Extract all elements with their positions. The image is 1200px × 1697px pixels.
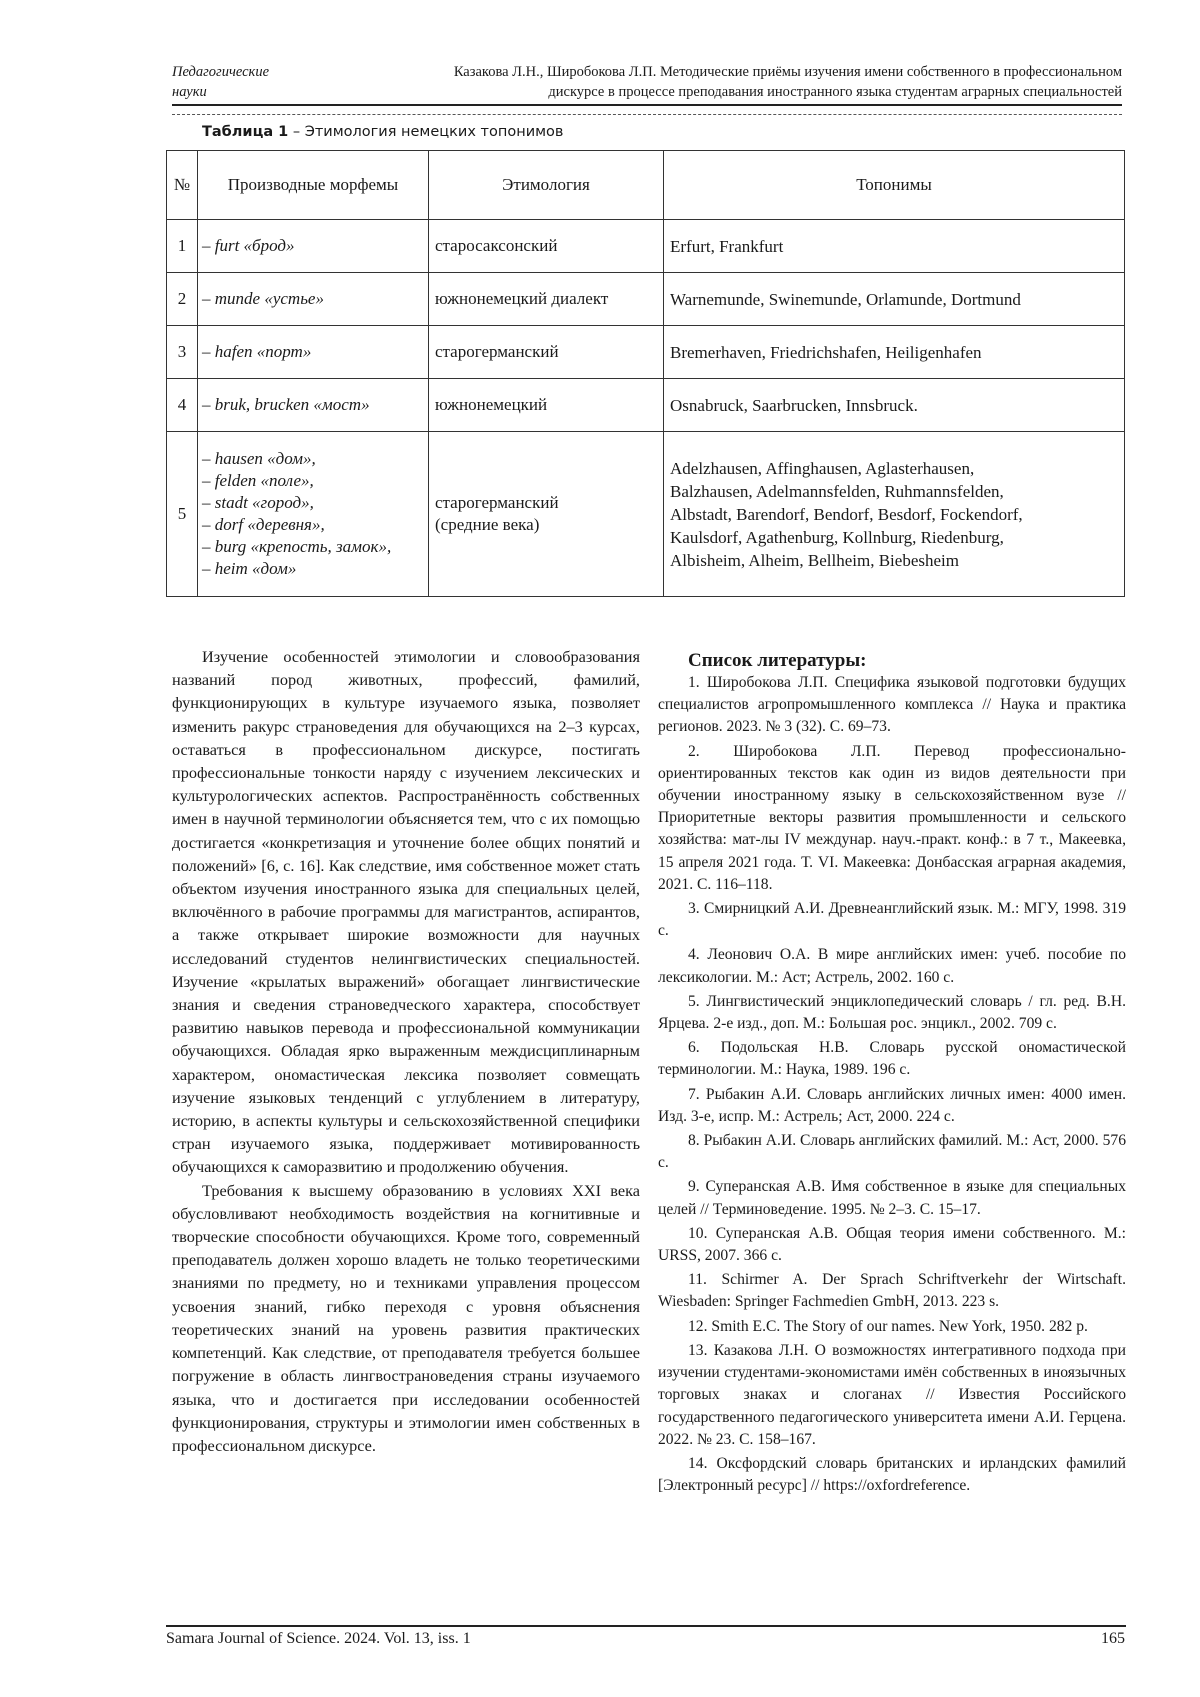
body-text-column (172, 645, 640, 1457)
toponyms-line: Albstadt, Barendorf, Bendorf, Besdorf, Fockendorf, (670, 504, 1023, 524)
article-title-line1: Казакова Л.Н., Широбокова Л.П. Методические приёмы изучения имени собственного в профессиональном (453, 64, 1122, 80)
morpheme-line: – felden «поле», (202, 471, 314, 490)
row-toponyms: Erfurt, Frankfurt (664, 220, 1125, 273)
reference-item: 8. Рыбакин А.И. Словарь английских фамилий. М.: Аст, 2000. 576 с. (658, 1132, 1126, 1172)
column-header-toponyms: Топонимы (664, 151, 1125, 220)
toponyms-line: Kaulsdorf, Agathenburg, Kollnburg, Riedenburg, (670, 527, 1004, 547)
toponyms-line: Balzhausen, Adelmannsfelden, Ruhmannsfelden, (670, 481, 1004, 501)
row-toponyms: Warnemunde, Swinemunde, Orlamunde, Dortmund (664, 273, 1125, 326)
row-toponyms (664, 432, 1125, 597)
references-heading: Список литературы: (688, 650, 867, 671)
reference-item: 13. Казакова Л.Н. О возможностях интегративного подхода при изучении студентами-экономистами имён собственных в иноязычных торговых знаках и слоганах // Известия Российского государственного педагогического университета имени А.И. Герцена. 2022. № 23. С. 158–167. (658, 1341, 1126, 1448)
table-header-row (167, 151, 1125, 220)
journal-citation: Samara Journal of Science. 2024. Vol. 13, iss. 1 (166, 1630, 471, 1647)
row-number: 4 (167, 379, 198, 432)
etymology-line: (средние века) (435, 515, 540, 534)
row-etymology (429, 432, 664, 597)
row-morphemes (198, 432, 429, 597)
reference-item: 5. Лингвистический энциклопедический словарь / гл. ред. В.Н. Ярцева. 2-е изд., доп. М.: Большая рос. энцикл., 2002. 709 с. (658, 992, 1126, 1033)
toponyms-line: Albisheim, Alheim, Bellheim, Biebesheim (670, 550, 959, 570)
table-row (167, 220, 1125, 273)
row-number: 3 (167, 326, 198, 379)
table-caption-text: – Этимология немецких топонимов (288, 124, 564, 140)
column-header-morphemes: Производные морфемы (198, 151, 429, 220)
morpheme-line: – heim «дом» (202, 559, 297, 578)
row-morphemes: – bruk, brucken «мост» (198, 379, 429, 432)
row-etymology: старогерманский (429, 326, 664, 379)
section-name (172, 62, 312, 102)
reference-item: 11. Schirmer A. Der Sprach Schriftverkehr der Wirtschaft. Wiesbaden: Springer Fachmedien GmbH, 2013. 223 s. (658, 1271, 1126, 1311)
table-row (167, 326, 1125, 379)
reference-item: 4. Леонович О.А. В мире английских имен: учеб. пособие по лексикологии. М.: Аст; Астрель, 2002. 160 с. (658, 946, 1126, 986)
article-title (322, 62, 1122, 102)
table-row (167, 432, 1125, 597)
morpheme-line: – stadt «город», (202, 493, 314, 512)
reference-item: 6. Подольская Н.В. Словарь русской ономастической терминологии. М.: Наука, 1989. 196 с. (658, 1039, 1126, 1079)
row-etymology: южнонемецкий (429, 379, 664, 432)
toponyms-line: Adelzhausen, Affinghausen, Aglasterhausen, (670, 458, 975, 478)
row-number: 2 (167, 273, 198, 326)
table-caption-label: Таблица 1 (202, 124, 289, 140)
footer-rule (166, 1625, 1126, 1627)
etymology-line: старогерманский (435, 493, 559, 512)
row-number: 1 (167, 220, 198, 273)
row-morphemes: – hafen «порт» (198, 326, 429, 379)
table-row (167, 379, 1125, 432)
row-toponyms: Osnabruck, Saarbrucken, Innsbruck. (664, 379, 1125, 432)
section-name-line1: Педагогические (172, 64, 270, 80)
reference-item: 3. Смирницкий А.И. Древнеанглийский язык. М.: МГУ, 1998. 319 с. (658, 900, 1126, 940)
column-header-etymology: Этимология (429, 151, 664, 220)
reference-item: 10. Суперанская А.В. Общая теория имени собственного. М.: URSS, 2007. 366 с. (658, 1224, 1126, 1265)
page-number: 165 (1101, 1630, 1125, 1647)
body-paragraph: Требования к высшему образованию в условиях XXI века обусловливают необходимость воздействия на когнитивные и творческие способности обучающихся. Кроме того, современный преподаватель должен хорошо владеть не только теоретическими знаниями по предмету, но и техниками управления процессом усвоения знаний, гибко переходя с уровня объяснения теоретических знаний на уровень развития практических компетенций. Как следствие, от преподавателя требуется большее погружение в область лингвострановедения страны изучаемого языка, что и достигается при исследовании особенностей функционирования, структуры и этимологии имен собственных в профессиональном дискурсе. (172, 1180, 640, 1455)
row-etymology: южнонемецкий диалект (429, 273, 664, 326)
morpheme-line: – hausen «дом», (202, 449, 316, 468)
reference-item: 9. Суперанская А.В. Имя собственное в языке для специальных целей // Терминоведение. 1995. № 2–3. С. 15–17. (658, 1178, 1126, 1218)
table-row (167, 273, 1125, 326)
row-etymology: старосаксонский (429, 220, 664, 273)
reference-item: 7. Рыбакин А.И. Словарь английских личных имен: 4000 имен. Изд. 3-е, испр. М.: Астрель; Аст, 2000. 224 с. (658, 1085, 1126, 1125)
morpheme-line: – dorf «деревня», (202, 515, 325, 534)
references-column (658, 650, 1126, 1499)
section-name-line2: науки (172, 84, 207, 100)
row-toponyms: Bremerhaven, Friedrichshafen, Heiligenhafen (664, 326, 1125, 379)
morpheme-line: – burg «крепость, замок», (202, 537, 392, 556)
header-dotted-divider (172, 114, 1122, 115)
reference-item: 1. Широбокова Л.П. Специфика языковой подготовки будущих специалистов агропромышленного комплекса // Наука и практика регионов. 2023. № 3 (32). С. 69–73. (658, 674, 1126, 736)
article-title-line2: дискурсе в процессе преподавания иностранного языка студентам аграрных специальностей (548, 84, 1122, 100)
toponyms-table (166, 150, 1125, 597)
reference-item: 14. Оксфордский словарь британских и ирландских фамилий [Электронный ресурс] // https://oxfordreference. (658, 1454, 1126, 1495)
row-number: 5 (167, 432, 198, 597)
reference-item: 2. Широбокова Л.П. Перевод профессионально-ориентированных текстов как один из видов деятельности при обучении иностранному языку в сельскохозяйственном вузе // Приоритетные векторы развития промышленности и сельского хозяйства: мат-лы IV междунар. науч.-практ. конф.: в 7 т., Макеевка, 15 апреля 2021 года. Т. VI. Макеевка: Донбасская аграрная академия, 2021. С. 116–118. (658, 742, 1126, 893)
reference-item: 12. Smith E.C. The Story of our names. New York, 1950. 282 p. (688, 1317, 1088, 1335)
header-rule (172, 104, 1122, 106)
body-paragraph: Изучение особенностей этимологии и словообразования названий пород животных, профессий, фамилий, функционирующих в культуре изучаемого языка, позволяет изменить ракурс страноведения для обучающихся на 2–3 курсах, оставаться в профессиональном дискурсе, постигать профессиональные тонкости наряду с изучением лексических и культурологических аспектов. Распространённость собственных имен в научной терминологии объясняется тем, что с их помощью достигается «конкретизация и уточнение более общих понятий и положений» [6, с. 16]. Как следствие, имя собственное может стать объектом изучения иностранного языка для специальных целей, включённого в рабочие программы для магистрантов, аспирантов, а также открывает широкие возможности для научных исследований студентов нелингвистических специальностей. Изучение «крылатых выражений» обогащает лингвистические знания и сведения страноведческого характера, способствует развитию навыков перевода и профессиональной коммуникации обучающихся. Обладая ярко выраженным междисциплинарным характером, ономастическая лексика позволяет совмещать изучение языковых тенденций с углублением в литературу, историю, в аспекты культуры и сельскохозяйственной специфики стран изучаемого языка, поддерживает мотивированность обучающихся к саморазвитию и продолжению обучения. (172, 647, 640, 1177)
row-morphemes: – furt «брод» (198, 220, 429, 273)
column-header-number: № (167, 151, 198, 220)
row-morphemes: – munde «устье» (198, 273, 429, 326)
table-caption (202, 124, 563, 140)
